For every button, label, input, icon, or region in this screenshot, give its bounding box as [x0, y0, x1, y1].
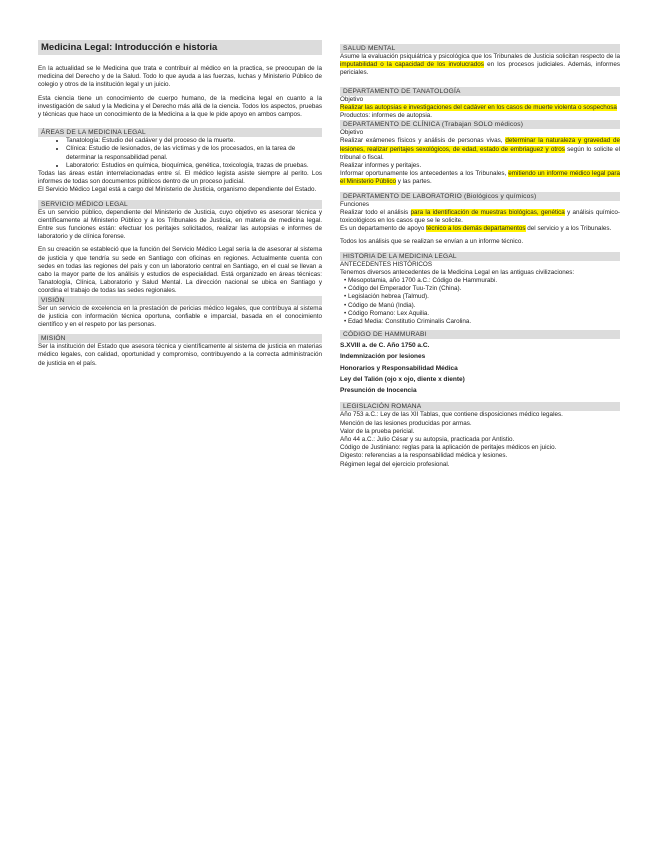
highlighted-text: Realizar las autopsias e investigaciones del cadáver en los casos de muerte violenta o sospechosa — [340, 103, 617, 111]
areas-note: Todas las áreas están interrelacionadas entre sí. El médico legista asiste siempre al perito. Los informes de todas son documentos públicos dentro de un proceso judicial. — [38, 170, 322, 186]
highlighted-text: para la identificación de muestras biológicas, genética — [410, 208, 565, 216]
tanatologia-products: Productos: informes de autopsia. — [340, 112, 433, 120]
roman-line: Año 44 a.C.: Julio César y su autopsia, practicada por Antistio. — [340, 435, 515, 443]
list-item: • Mesopotamia, año 1700 a.C.: Código de Hammurabi. — [344, 277, 620, 285]
laboratorio-paragraph-2 — [340, 225, 620, 233]
highlighted-text: emitiendo un informe médico legal para el Ministerio Público — [340, 170, 620, 186]
clinica-line-2: Realizar informes y peritajes. — [340, 162, 422, 170]
list-item: • Clínica: Estudio de lesionados, de las víctimas y de los procesados, en la tarea de determinar la responsabilidad penal. — [66, 145, 322, 161]
hammurabi-item: Ley del Talión (ojo x ojo, diente x diente) — [340, 375, 465, 383]
roman-line: Régimen legal del ejercicio profesional. — [340, 460, 450, 468]
clinica-line-3 — [340, 170, 620, 186]
left-column — [38, 40, 322, 373]
text-span: Realizar exámenes físicos y análisis de personas vivas, — [340, 137, 503, 145]
roman-line: Digesto: referencias a la responsabilidad médica y lesiones. — [340, 452, 508, 460]
highlighted-text: imputabilidad o la capacidad de los involucrados — [340, 61, 484, 69]
list-item: • Edad Media: Constitutio Criminalis Carolina. — [344, 318, 620, 326]
antecedentes-list — [340, 277, 620, 326]
intro-paragraph-2: Esta ciencia tiene un conocimiento de cuerpo humano, de la medicina legal en cuanto a la investigación de salud y la Medicina y el Derecho más allá de la ciencia. Todos los aspectos, pruebas y técnicas que hace un conocimiento de la Medicina a la que le pide apoyo en ambos campos. — [38, 94, 322, 119]
tanatologia-heading: DEPARTAMENTO DE TANATOLOGÍA — [340, 87, 620, 96]
text-span: Es un departamento de apoyo — [340, 225, 425, 233]
list-item: • Tanatología: Estudio del cadáver y del proceso de la muerte. — [66, 137, 322, 145]
clinica-objective — [340, 137, 620, 162]
hammurabi-item: Indemnización por lesiones — [340, 353, 426, 361]
mision-paragraph: Ser la institución del Estado que asesora técnica y científicamente al sistema de justicia en materias médico legales, con calidad, oportunidad y compromiso, contribuyendo a la correcta administración de justicia en el país. — [38, 343, 322, 367]
tanatologia-objective — [340, 104, 620, 112]
roman-line: Año 753 a.C.: Ley de las XII Tablas, que contiene disposiciones médico legales. — [340, 411, 563, 419]
sml-paragraph-1: Es un servicio público, dependiente del Ministerio de Justicia, cuyo objetivo es asesorar técnica y científicamente al Ministerio Público y a los Tribunales de Justicia, en materia de medicina legal. Entre sus funciones están: efectuar los peritajes solicitados, realizar las autopsias e informes de laboratorio y de clínica forense. — [38, 208, 322, 241]
clinica-heading: DEPARTAMENTO DE CLÍNICA (Trabajan SOLO médicos) — [340, 120, 620, 129]
text-span: del servicio y a los Tribunales. — [527, 225, 612, 233]
salud-mental-heading: SALUD MENTAL — [340, 44, 620, 53]
antecedentes-label: ANTECEDENTES HISTÓRICOS — [340, 260, 433, 268]
text-span: Informar oportunamente los antecedentes a los Tribunales, — [340, 170, 507, 178]
mision-heading: MISIÓN — [38, 334, 322, 343]
list-item: • Laboratorio: Estudios en química, bioquímica, genética, toxicología, trazas de pruebas. — [66, 162, 322, 170]
areas-heading: ÁREAS DE LA MEDICINA LEGAL — [38, 128, 322, 137]
roman-heading: LEGISLACIÓN ROMANA — [340, 402, 620, 411]
text-span: Realizar todo el análisis — [340, 208, 409, 216]
roman-line: Código de Justiniano: reglas para la aplicación de peritajes médicos en juicio. — [340, 444, 557, 452]
list-item: • Código Romano: Lex Aquilia. — [344, 310, 620, 318]
laboratorio-heading: DEPARTAMENTO DE LABORATORIO (Biológicos y químicos) — [340, 192, 620, 201]
clinica-objective-label: Objetivo — [340, 129, 364, 137]
text-span: según lo solicite el tribunal o fiscal. — [340, 145, 620, 161]
list-item: • Legislación hebrea (Talmud). — [344, 293, 620, 301]
right-column — [340, 44, 620, 469]
antecedentes-paragraph: Tenemos diversos antecedentes de la Medicina Legal en las antiguas civilizaciones: — [340, 268, 575, 276]
laboratorio-paragraph-1 — [340, 209, 620, 225]
hammurabi-heading: CÓDIGO DE HAMMURABI — [340, 330, 620, 339]
laboratorio-paragraph-3: Todos los análisis que se realizan se envían a un informe técnico. — [340, 238, 524, 246]
roman-line: Valor de la prueba pericial. — [340, 427, 415, 435]
vision-heading: VISIÓN — [38, 296, 322, 305]
hammurabi-item: Presunción de Inocencia — [340, 387, 417, 395]
areas-list — [38, 137, 322, 170]
vision-paragraph: Ser un servicio de excelencia en la prestación de pericias médico legales, que contribuya al sistema de justicia con información técnica oportuna, confiable e imparcial, basada en el conocimiento científico y en el respeto por las personas. — [38, 304, 322, 329]
page-title: Medicina Legal: Introducción e historia — [38, 40, 322, 55]
hammurabi-item: S.XVIII a. de C. Año 1750 a.C. — [340, 342, 430, 350]
hammurabi-item: Honorarios y Responsabilidad Médica — [340, 364, 458, 372]
highlighted-text: determinar la naturaleza y gravedad de lesiones, realizar peritajes sexológicos, de edad, estado de embriaguez y otros — [340, 137, 620, 153]
historia-heading: HISTORIA DE LA MEDICINA LEGAL — [340, 252, 620, 261]
highlighted-text: técnico a los demás departamentos — [426, 225, 526, 233]
text-span: y las partes. — [397, 178, 432, 186]
list-item: • Código del Emperador Tuu-Tzin (China). — [344, 285, 620, 293]
sml-heading: SERVICIO MÉDICO LEGAL — [38, 200, 322, 209]
text-span: y análisis químico-toxicológicos en los casos que se le solicite. — [340, 208, 620, 225]
areas-note-2: El Servicio Médico Legal está a cargo del Ministerio de Justicia, organismo dependiente del Estado. — [38, 186, 317, 194]
roman-line: Mención de las lesiones producidas por armas. — [340, 419, 472, 427]
salud-mental-paragraph — [340, 53, 620, 78]
text-span: en los procesos judiciales. Además, informes periciales. — [340, 61, 621, 77]
intro-paragraph-1: En la actualidad se le Medicina que trata e contribuir al médico en la practica, se preocupan de la medicina del Derecho y de la Salud. Todo lo que ayuda a las fuerzas, luchas y Ministerio Público de colegio y otros de la institución legal y un juicio. — [38, 65, 322, 89]
tanatologia-objective-label: Objetivo — [340, 95, 364, 103]
sml-paragraph-2: En su creación se estableció que la función del Servicio Médico Legal sería la de asesorar al sistema de justicia y que tendría su sede en Santiago con oficinas en regiones. Actualmente cuenta con sedes en todas las regiones del país y con un laboratorio central en Santiago, en el cual se llevan a cabo la mayor parte de los análisis y estudios de especialidad. Está organizado en áreas técnicas: Tanatología, Clínica, Laboratorio y Salud Mental. La dirección nacional se ubica en Santiago y coordina el trabajo de todas las sedes regionales. — [38, 246, 322, 295]
text-span: Asume la evaluación psiquiátrica y psicológica que los Tribunales de Justicia solicitan respecto de la — [340, 53, 620, 60]
list-item: • Código de Manú (India). — [344, 302, 620, 310]
laboratorio-label: Funciones — [340, 200, 370, 208]
